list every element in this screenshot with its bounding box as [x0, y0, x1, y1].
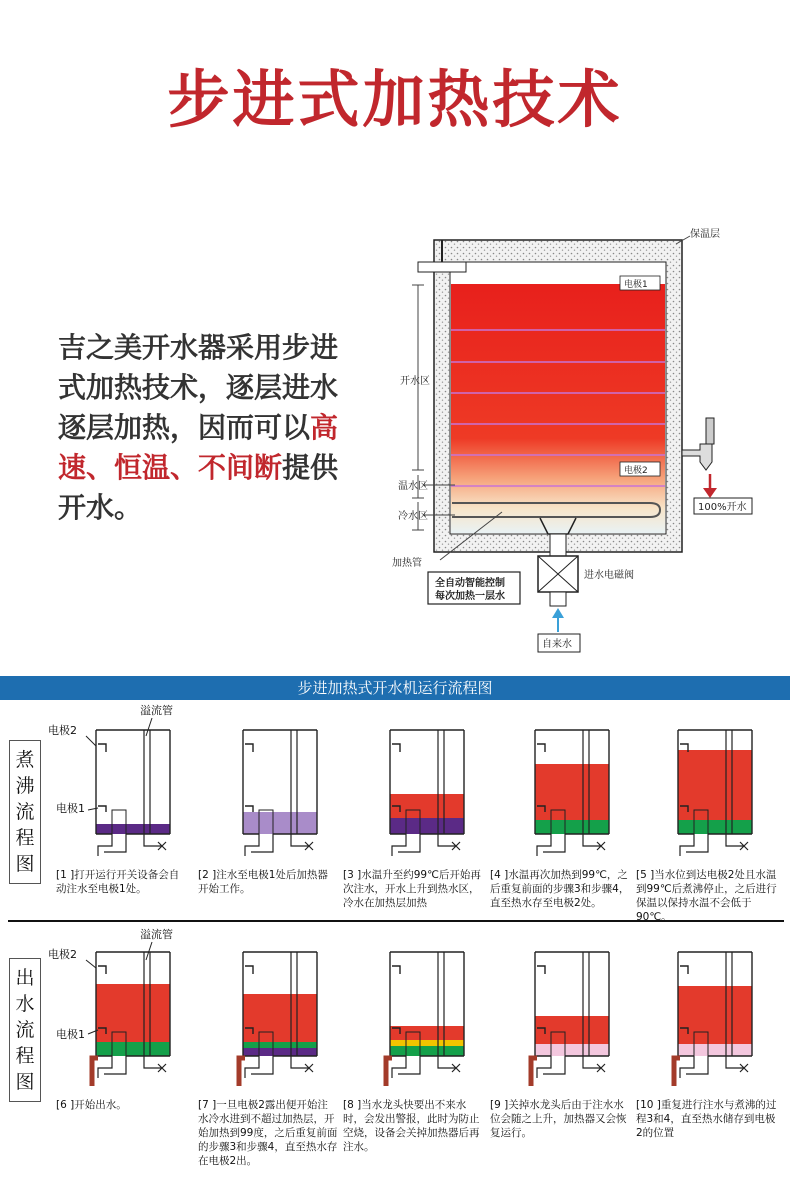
step-caption-5: [5 ]当水位到达电极2处且水温到99℃后煮沸停止，之后进行保温以保持水温不会低于90℃。: [636, 869, 777, 923]
tank8-drain-valve: [438, 1056, 460, 1072]
tank6-drain-valve: [144, 1056, 166, 1072]
step-caption-10: [10 ]重复进行注水与煮沸的过程3和4，直至热水储存到电极2的位置: [636, 1099, 777, 1139]
control-line1: 全自动智能控制: [435, 578, 505, 589]
electrode2-label: 电极2: [624, 466, 648, 476]
insulation-label: 保温层: [690, 229, 720, 240]
tank7-outlet: [239, 1058, 245, 1086]
electrode1-label: 电极1: [624, 280, 648, 290]
tank9-layer1: [535, 1044, 609, 1056]
zone-cold-label: 冷水区: [398, 511, 428, 522]
tank5-layer1: [678, 820, 752, 834]
flow-electrode1-label-top: 电极1: [56, 802, 85, 815]
tank3-electrode2: [392, 744, 400, 752]
step-caption-2: [2 ]注水至电极1处后加热器开始工作。: [198, 869, 328, 895]
tank6-outlet: [92, 1058, 98, 1086]
leader-overflow-bottom: [146, 942, 152, 960]
zone-warm-label: 温水区: [398, 481, 428, 492]
tank5-inlet-pipe: [680, 834, 708, 856]
tank7-inlet-pipe: [245, 1056, 273, 1078]
tank9-layer2: [535, 1016, 609, 1044]
control-line2: 每次加热一层水: [435, 591, 505, 602]
tap-water-label: 自来水: [542, 639, 572, 650]
flow-overflow-label-top: 溢流管: [140, 704, 173, 717]
valve-label: 进水电磁阀: [584, 570, 634, 581]
tank7-drain-valve: [291, 1056, 313, 1072]
step-caption-1: [1 ]打开运行开关设备会自动注水至电极1处。: [56, 869, 180, 895]
tank1-electrode2: [98, 744, 106, 752]
tank2-layer1: [243, 812, 317, 834]
tank7-layer2: [243, 1042, 317, 1048]
tank4-layer2: [535, 764, 609, 820]
tank4-inlet-pipe: [537, 834, 565, 856]
intro-highlight: 高速、恒温、不间断: [58, 411, 339, 484]
tank2-inlet-pipe: [245, 834, 273, 856]
step-caption-4: [4 ]水温再次加热到99℃，之后重复前面的步骤3和步骤4，直至热水存至电极2处。: [490, 869, 630, 909]
output-label: 100%开水: [698, 502, 747, 513]
tank7-electrode2: [245, 966, 253, 974]
leader-e2-bottom: [86, 960, 96, 968]
tank9-electrode2: [537, 966, 545, 974]
step-caption-6: [6 ]开始出水。: [56, 1099, 127, 1111]
tank2-electrode2: [245, 744, 253, 752]
page-title: 步进式加热技术: [167, 63, 623, 136]
tank1-layer1: [96, 824, 170, 834]
tank1-inlet-pipe: [98, 834, 126, 856]
tank9-outlet: [531, 1058, 537, 1086]
tank8-layer1: [390, 1046, 464, 1056]
tank5-layer2: [678, 750, 752, 820]
flow-banner: 步进加热式开水机运行流程图: [0, 676, 790, 700]
flow-electrode1-label-bottom: 电极1: [56, 1028, 85, 1041]
boil-side-label: 煮沸流程图: [9, 740, 41, 884]
tank6-layer1: [96, 1042, 170, 1056]
tank10-outlet: [674, 1058, 680, 1086]
tank10-layer1: [678, 1044, 752, 1056]
tank4-drain-valve: [583, 834, 605, 850]
tank7-layer1: [243, 1048, 317, 1056]
step-caption-3: [3 ]水温升至约99℃后开始再次注水，开水上升到热水区，冷水在加热层加热: [343, 869, 481, 909]
faucet: [682, 444, 712, 470]
flow-electrode2-label-bottom: 电极2: [48, 948, 77, 961]
tank1-outline: [96, 730, 170, 834]
tank10-layer2: [678, 986, 752, 1044]
tank6-electrode2: [98, 966, 106, 974]
out-side-label: 出水流程图: [9, 958, 41, 1102]
top-vent: [418, 262, 466, 272]
flow-electrode2-label-top: 电极2: [48, 724, 77, 737]
tank7-layer3: [243, 994, 317, 1042]
tank4-electrode2: [537, 744, 545, 752]
tank8-outlet: [386, 1058, 392, 1086]
tank3-drain-valve: [438, 834, 460, 850]
tank8-layer3: [390, 1026, 464, 1040]
leader-e2-top: [86, 736, 96, 746]
tank10-electrode2: [680, 966, 688, 974]
zone-boil-label: 开水区: [400, 376, 430, 387]
intro-part1: 吉之美开水器采用步进式加热技术，逐层进水逐层加热，因而可以: [58, 331, 339, 444]
step-caption-9: [9 ]关掉水龙头后由于注水水位会随之上升，加热器又会恢复运行。: [490, 1099, 627, 1139]
step-caption-8: [8 ]当水龙头快要出不来水时，会发出警报，此时为防止空烧，设备会关掉加热器后再注水。: [343, 1099, 480, 1153]
tank8-inlet-pipe: [392, 1056, 420, 1078]
tank1-drain-valve: [144, 834, 166, 850]
tank8-electrode2: [392, 966, 400, 974]
tank9-drain-valve: [583, 1056, 605, 1072]
tank6-inlet-pipe: [98, 1056, 126, 1078]
tank2-electrode1: [245, 806, 253, 812]
tank10-drain-valve: [726, 1056, 748, 1072]
tank6-layer2: [96, 984, 170, 1042]
tank3-layer1: [390, 818, 464, 834]
intro-text: [58, 328, 348, 528]
step-heating-diagram: [372, 210, 772, 660]
leader-overflow-top: [146, 718, 152, 736]
tank3-inlet-pipe: [392, 834, 420, 856]
step-caption-7: [7 ]一旦电极2露出便开始注水冷水进到不超过加热层，开始加热到99度，之后重复前面的步骤3和步骤4，直至热水存在电极2出。: [198, 1099, 338, 1167]
tank2-drain-valve: [291, 834, 313, 850]
tank8-layer2: [390, 1040, 464, 1046]
heater-label: 加热管: [392, 558, 422, 569]
intro-part2: 提供开水。: [58, 451, 339, 524]
flow-overflow-label-bottom: 溢流管: [140, 928, 173, 941]
tank9-inlet-pipe: [537, 1056, 565, 1078]
tank10-inlet-pipe: [680, 1056, 708, 1078]
tank3-layer2: [390, 794, 464, 818]
tank1-electrode1: [98, 806, 106, 812]
tank4-layer1: [535, 820, 609, 834]
tank5-drain-valve: [726, 834, 748, 850]
tank-water: [451, 284, 665, 533]
tank1-overflow-pipe: [144, 730, 150, 834]
